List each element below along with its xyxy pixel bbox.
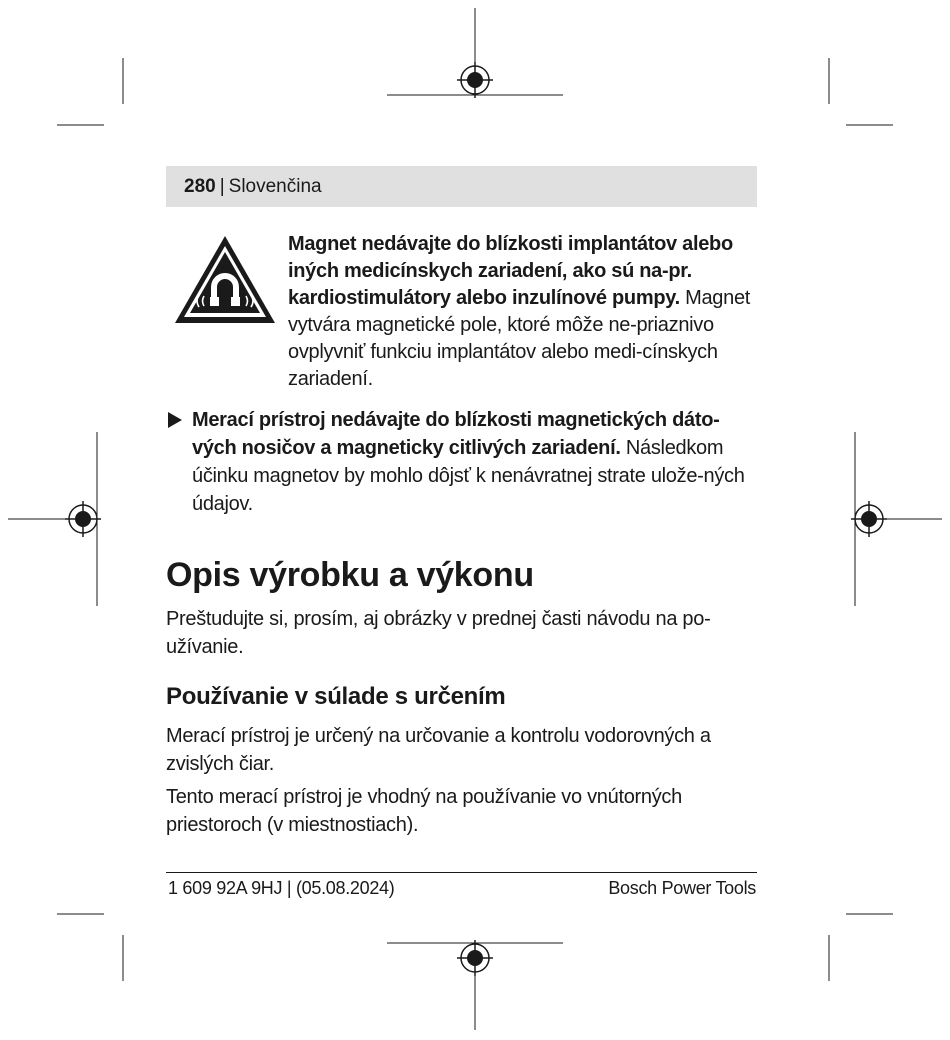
warning-body-text: Magnet vytvára magnetické pole, ktoré môže ne-priaznivo ovplyvniť funkciu implantátov alebo medi-cínskych zariadení.	[288, 287, 751, 390]
registration-mark-left	[65, 501, 101, 537]
registration-mark-bottom	[457, 940, 493, 976]
footer-doc-id: 1 609 92A 9HJ | (05.08.2024)	[168, 878, 395, 898]
bullet-text	[192, 406, 758, 518]
triangle-bullet-icon	[168, 412, 182, 428]
header-text	[184, 176, 322, 198]
registration-mark-top	[457, 62, 493, 98]
bullet-body-text: Následkom účinku magnetov by mohlo dôjsť k nenávratnej strate ulože-ných údajov.	[192, 437, 745, 515]
section-heading: Opis výrobku a výkonu	[166, 556, 534, 594]
warning-bold-text: Magnet nedávajte do blízkosti implantátov alebo iných medicínskych zariadení, ako sú na-pr. kardiostimulátory alebo inzulínové pumpy.	[288, 233, 733, 309]
footer-brand: Bosch Power Tools	[608, 878, 756, 898]
registration-mark-right	[851, 501, 887, 537]
intended-use-paragraph: Merací prístroj je určený na určovanie a kontrolu vodorovných a zvislých čiar.	[166, 725, 711, 775]
warning-text	[288, 231, 760, 393]
page-header	[166, 166, 757, 207]
section-paragraph: Preštudujte si, prosím, aj obrázky v prednej časti návodu na po-užívanie.	[166, 608, 711, 658]
header-separator: |	[219, 176, 225, 197]
magnet-warning-icon	[172, 233, 278, 327]
language-section: Slovenčina	[228, 176, 322, 197]
page-number: 280	[184, 176, 216, 197]
subsection-heading: Používanie v súlade s určením	[166, 683, 506, 710]
footer-divider	[166, 872, 757, 873]
bullet-bold-text: Merací prístroj nedávajte do blízkosti magnetických dáto-vých nosičov a magneticky citlivých zariadení.	[192, 409, 720, 459]
indoor-use-paragraph: Tento merací prístroj je vhodný na používanie vo vnútorných priestoroch (v miestnostiach).	[166, 786, 682, 836]
